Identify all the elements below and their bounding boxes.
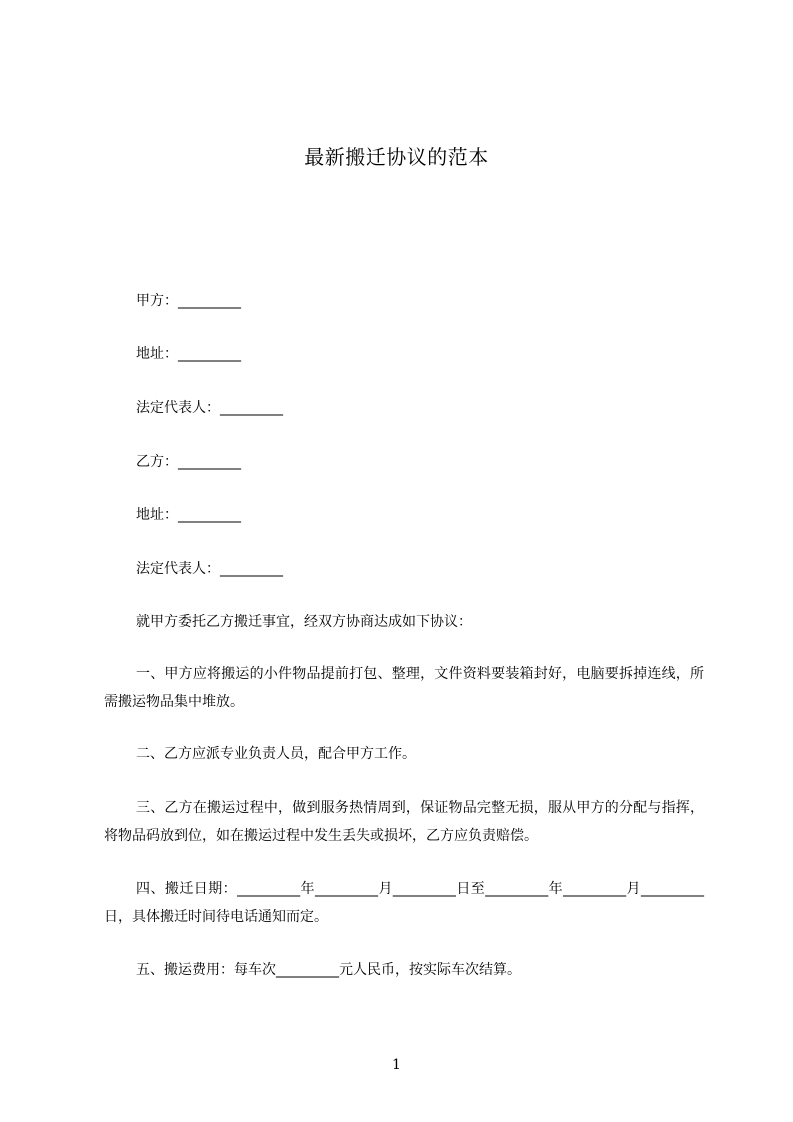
- clause-3: 三、乙方在搬运过程中，做到服务热情周到，保证物品完整无损，服从甲方的分配与指挥，将物品码放到位，如在搬运过程中发生丢失或损坏，乙方应负责赔偿。: [104, 800, 704, 844]
- clause-2: 二、乙方应派专业负责人员，配合甲方工作。: [136, 746, 416, 762]
- party-b-address-line: 地址：_________: [136, 507, 241, 523]
- page-number: 1: [392, 1057, 401, 1073]
- preamble-line: 就甲方委托乙方搬迁事宜，经双方协商达成如下协议：: [136, 614, 472, 630]
- clause-4: 四、搬迁日期：_________年_________月_________日至_________年_________月_________日，具体搬迁时间待电话通知而定。: [104, 881, 704, 925]
- party-a-name-line: 甲方：_________: [136, 293, 241, 309]
- clause-1: 一、甲方应将搬运的小件物品提前打包、整理，文件资料要装箱封好，电脑要拆掉连线，所需搬运物品集中堆放。: [104, 666, 704, 710]
- party-a-legal-rep-line: 法定代表人：_________: [136, 400, 283, 416]
- party-a-address-line: 地址：_________: [136, 346, 241, 362]
- clause-5: 五、搬运费用：每车次_________元人民币，按实际车次结算。: [136, 962, 521, 978]
- party-b-name-line: 乙方：_________: [136, 454, 241, 470]
- party-b-legal-rep-line: 法定代表人：_________: [136, 561, 283, 577]
- document-title: 最新搬迁协议的范本: [304, 145, 489, 169]
